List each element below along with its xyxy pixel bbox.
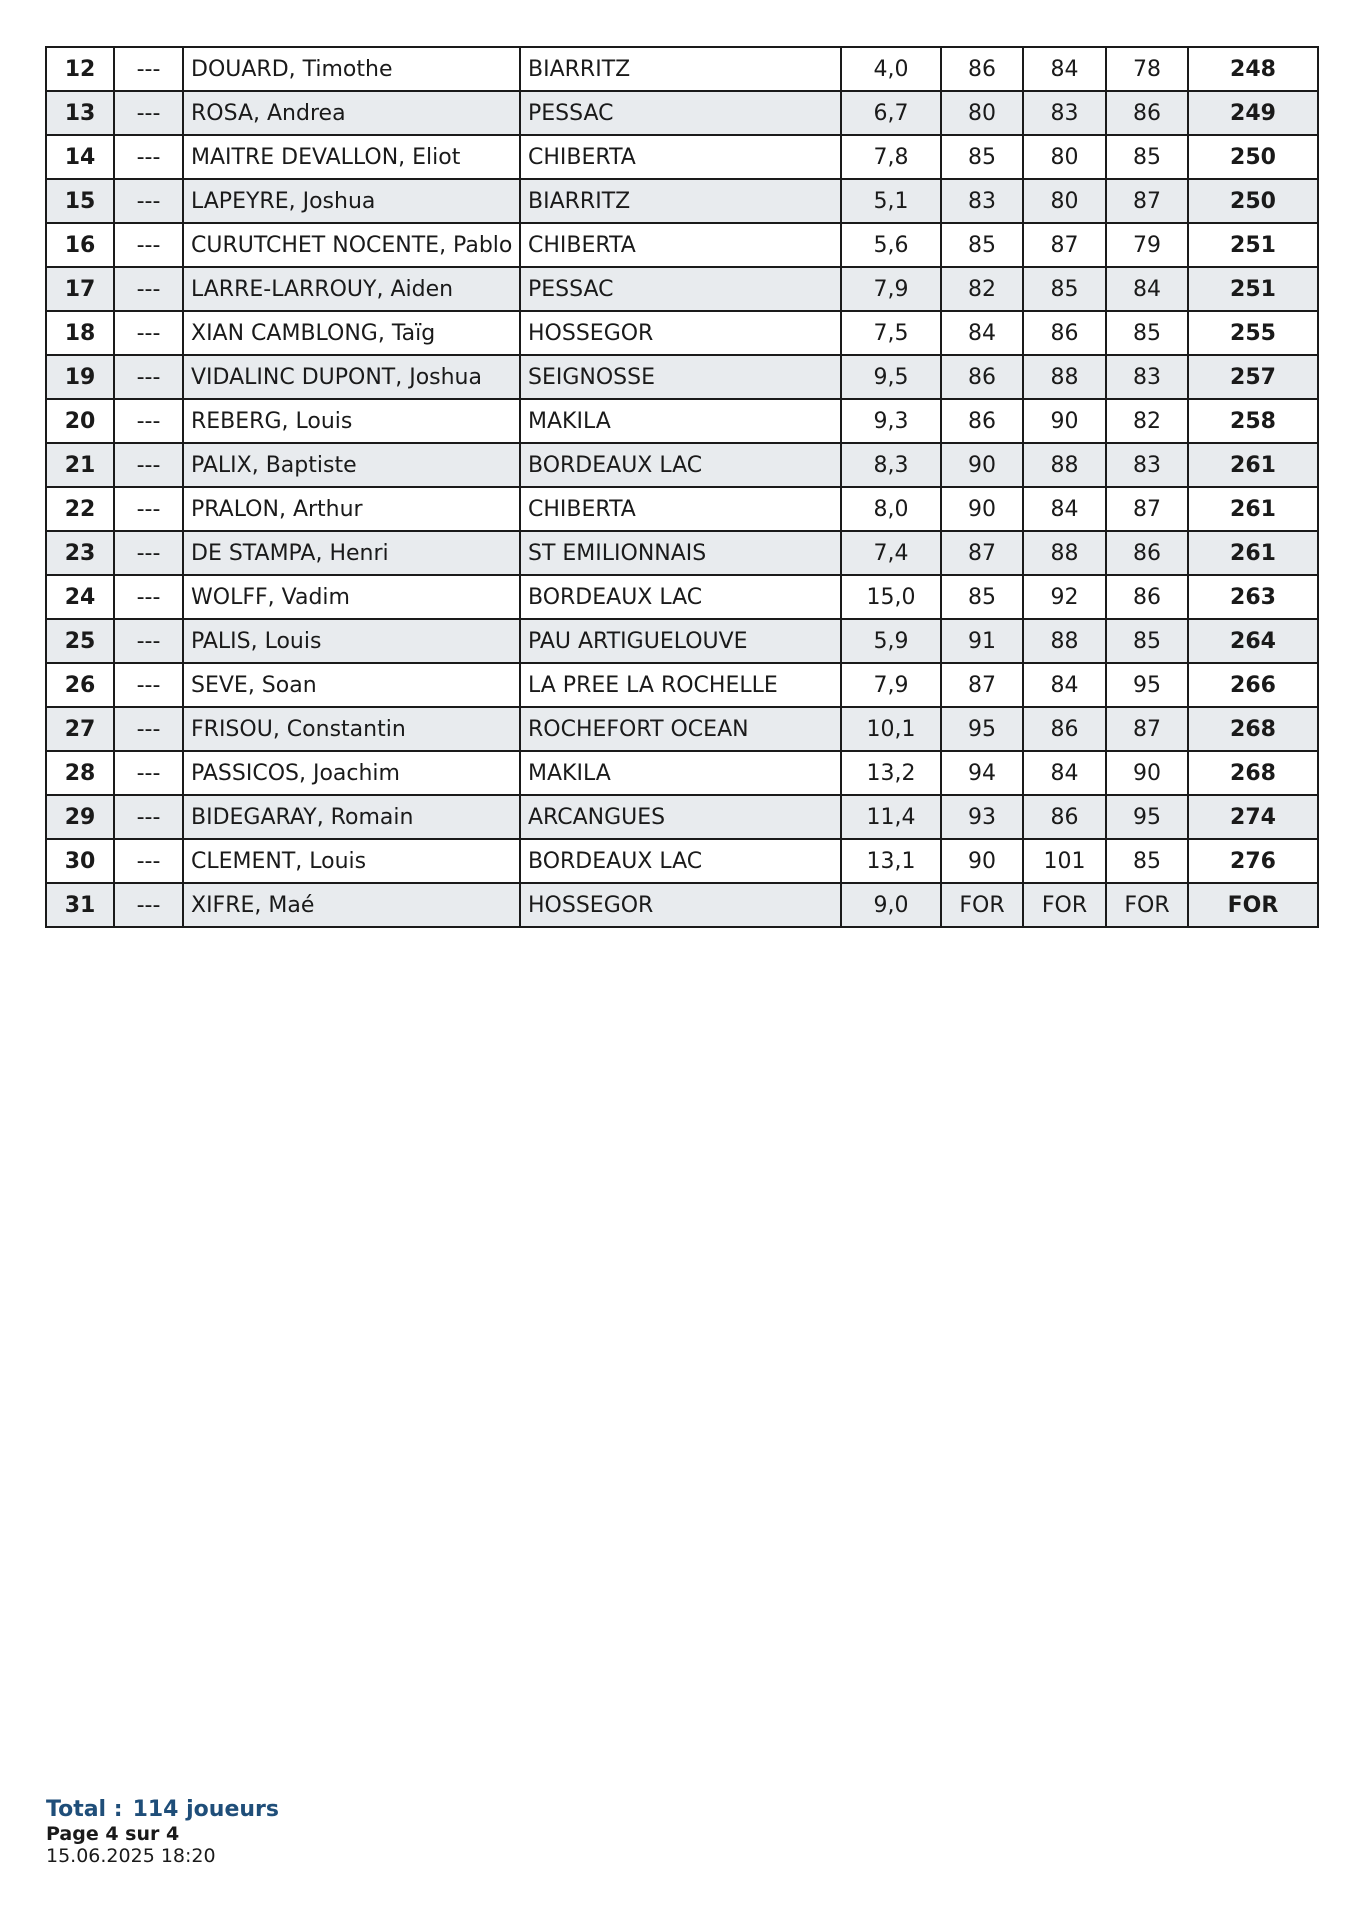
club-cell: ST EMILIONNAIS [520, 531, 841, 575]
rank-cell: 23 [46, 531, 114, 575]
total-value: 114 joueurs [132, 1797, 279, 1822]
table-row [46, 267, 1318, 311]
club-cell: BORDEAUX LAC [520, 443, 841, 487]
round2-score-cell: 88 [1023, 531, 1106, 575]
player-name-cell: DOUARD, Timothe [183, 47, 520, 91]
round3-score-cell: 85 [1106, 839, 1188, 883]
round1-score-cell: 86 [941, 399, 1023, 443]
round2-score-cell: 84 [1023, 47, 1106, 91]
round1-score-cell: 90 [941, 487, 1023, 531]
round2-score-cell: 80 [1023, 179, 1106, 223]
round2-score-cell: 84 [1023, 663, 1106, 707]
rank-cell: 21 [46, 443, 114, 487]
club-cell: BIARRITZ [520, 179, 841, 223]
flag-cell: --- [114, 619, 183, 663]
player-name-cell: CURUTCHET NOCENTE, Pablo [183, 223, 520, 267]
total-score-cell: 276 [1188, 839, 1318, 883]
flag-cell: --- [114, 663, 183, 707]
player-name-cell: WOLFF, Vadim [183, 575, 520, 619]
round2-score-cell: 84 [1023, 487, 1106, 531]
player-name-cell: VIDALINC DUPONT, Joshua [183, 355, 520, 399]
flag-cell: --- [114, 135, 183, 179]
total-score-cell: 257 [1188, 355, 1318, 399]
round1-score-cell: 87 [941, 663, 1023, 707]
flag-cell: --- [114, 795, 183, 839]
index-cell: 7,9 [841, 663, 941, 707]
club-cell: BIARRITZ [520, 47, 841, 91]
total-score-cell: 268 [1188, 707, 1318, 751]
round2-score-cell: 80 [1023, 135, 1106, 179]
total-score-cell: 268 [1188, 751, 1318, 795]
rank-cell: 16 [46, 223, 114, 267]
rank-cell: 28 [46, 751, 114, 795]
table-row [46, 795, 1318, 839]
round1-score-cell: 95 [941, 707, 1023, 751]
round3-score-cell: 95 [1106, 663, 1188, 707]
club-cell: CHIBERTA [520, 223, 841, 267]
total-score-cell: 261 [1188, 531, 1318, 575]
index-cell: 11,4 [841, 795, 941, 839]
club-cell: BORDEAUX LAC [520, 839, 841, 883]
club-cell: ARCANGUES [520, 795, 841, 839]
round2-score-cell: 86 [1023, 707, 1106, 751]
total-score-cell: 274 [1188, 795, 1318, 839]
round3-score-cell: 87 [1106, 487, 1188, 531]
table-row [46, 839, 1318, 883]
round3-score-cell: 86 [1106, 91, 1188, 135]
print-date: 15.06.2025 18:20 [46, 1845, 216, 1867]
footer [46, 1797, 279, 1867]
round2-score-cell: FOR [1023, 883, 1106, 927]
player-name-cell: PALIS, Louis [183, 619, 520, 663]
total-score-cell: 264 [1188, 619, 1318, 663]
round1-score-cell: 90 [941, 839, 1023, 883]
total-score-cell: 251 [1188, 223, 1318, 267]
round1-score-cell: 91 [941, 619, 1023, 663]
total-score-cell: 263 [1188, 575, 1318, 619]
flag-cell: --- [114, 399, 183, 443]
index-cell: 6,7 [841, 91, 941, 135]
club-cell: SEIGNOSSE [520, 355, 841, 399]
round3-score-cell: 78 [1106, 47, 1188, 91]
table-row [46, 311, 1318, 355]
flag-cell: --- [114, 751, 183, 795]
rank-cell: 25 [46, 619, 114, 663]
round3-score-cell: 87 [1106, 179, 1188, 223]
player-name-cell: DE STAMPA, Henri [183, 531, 520, 575]
round1-score-cell: 85 [941, 575, 1023, 619]
flag-cell: --- [114, 487, 183, 531]
club-cell: MAKILA [520, 399, 841, 443]
round2-score-cell: 92 [1023, 575, 1106, 619]
table-row [46, 531, 1318, 575]
rank-cell: 18 [46, 311, 114, 355]
player-name-cell: XIAN CAMBLONG, Taïg [183, 311, 520, 355]
results-table [45, 46, 1319, 928]
total-score-cell: 249 [1188, 91, 1318, 135]
round1-score-cell: 83 [941, 179, 1023, 223]
club-cell: LA PREE LA ROCHELLE [520, 663, 841, 707]
player-name-cell: PRALON, Arthur [183, 487, 520, 531]
rank-cell: 17 [46, 267, 114, 311]
round3-score-cell: FOR [1106, 883, 1188, 927]
round1-score-cell: 94 [941, 751, 1023, 795]
player-name-cell: ROSA, Andrea [183, 91, 520, 135]
table-row [46, 179, 1318, 223]
round1-score-cell: 85 [941, 135, 1023, 179]
table-row [46, 663, 1318, 707]
total-score-cell: 258 [1188, 399, 1318, 443]
total-score-cell: FOR [1188, 883, 1318, 927]
table-row [46, 575, 1318, 619]
round3-score-cell: 79 [1106, 223, 1188, 267]
club-cell: MAKILA [520, 751, 841, 795]
table-row [46, 399, 1318, 443]
rank-cell: 31 [46, 883, 114, 927]
flag-cell: --- [114, 839, 183, 883]
player-name-cell: CLEMENT, Louis [183, 839, 520, 883]
club-cell: PESSAC [520, 267, 841, 311]
total-label: Total : [46, 1797, 123, 1822]
player-name-cell: BIDEGARAY, Romain [183, 795, 520, 839]
round1-score-cell: 93 [941, 795, 1023, 839]
flag-cell: --- [114, 179, 183, 223]
round2-score-cell: 88 [1023, 443, 1106, 487]
index-cell: 9,0 [841, 883, 941, 927]
round3-score-cell: 87 [1106, 707, 1188, 751]
round1-score-cell: 85 [941, 223, 1023, 267]
round1-score-cell: 87 [941, 531, 1023, 575]
table-row [46, 487, 1318, 531]
total-score-cell: 266 [1188, 663, 1318, 707]
table-row [46, 91, 1318, 135]
total-score-cell: 255 [1188, 311, 1318, 355]
index-cell: 8,3 [841, 443, 941, 487]
round2-score-cell: 87 [1023, 223, 1106, 267]
player-name-cell: FRISOU, Constantin [183, 707, 520, 751]
page-number: Page 4 sur 4 [46, 1823, 180, 1845]
table-row [46, 223, 1318, 267]
total-score-cell: 250 [1188, 135, 1318, 179]
player-name-cell: SEVE, Soan [183, 663, 520, 707]
club-cell: PESSAC [520, 91, 841, 135]
index-cell: 5,1 [841, 179, 941, 223]
round2-score-cell: 86 [1023, 311, 1106, 355]
round3-score-cell: 85 [1106, 619, 1188, 663]
round3-score-cell: 84 [1106, 267, 1188, 311]
index-cell: 7,9 [841, 267, 941, 311]
round2-score-cell: 90 [1023, 399, 1106, 443]
index-cell: 15,0 [841, 575, 941, 619]
flag-cell: --- [114, 707, 183, 751]
table-row [46, 619, 1318, 663]
index-cell: 5,6 [841, 223, 941, 267]
round3-score-cell: 82 [1106, 399, 1188, 443]
rank-cell: 24 [46, 575, 114, 619]
flag-cell: --- [114, 443, 183, 487]
total-score-cell: 261 [1188, 443, 1318, 487]
index-cell: 7,4 [841, 531, 941, 575]
total-players [46, 1797, 279, 1823]
table-row [46, 883, 1318, 927]
rank-cell: 29 [46, 795, 114, 839]
index-cell: 10,1 [841, 707, 941, 751]
club-cell: PAU ARTIGUELOUVE [520, 619, 841, 663]
rank-cell: 19 [46, 355, 114, 399]
round1-score-cell: 86 [941, 47, 1023, 91]
round3-score-cell: 83 [1106, 443, 1188, 487]
flag-cell: --- [114, 531, 183, 575]
total-score-cell: 261 [1188, 487, 1318, 531]
rank-cell: 26 [46, 663, 114, 707]
club-cell: CHIBERTA [520, 135, 841, 179]
flag-cell: --- [114, 91, 183, 135]
player-name-cell: MAITRE DEVALLON, Eliot [183, 135, 520, 179]
total-score-cell: 250 [1188, 179, 1318, 223]
index-cell: 8,0 [841, 487, 941, 531]
round1-score-cell: 84 [941, 311, 1023, 355]
table-row [46, 707, 1318, 751]
round2-score-cell: 85 [1023, 267, 1106, 311]
round2-score-cell: 86 [1023, 795, 1106, 839]
flag-cell: --- [114, 355, 183, 399]
flag-cell: --- [114, 47, 183, 91]
index-cell: 5,9 [841, 619, 941, 663]
round3-score-cell: 85 [1106, 311, 1188, 355]
rank-cell: 20 [46, 399, 114, 443]
round3-score-cell: 85 [1106, 135, 1188, 179]
rank-cell: 14 [46, 135, 114, 179]
club-cell: ROCHEFORT OCEAN [520, 707, 841, 751]
round1-score-cell: 80 [941, 91, 1023, 135]
flag-cell: --- [114, 223, 183, 267]
table-row [46, 47, 1318, 91]
index-cell: 9,3 [841, 399, 941, 443]
index-cell: 13,1 [841, 839, 941, 883]
round3-score-cell: 86 [1106, 531, 1188, 575]
round1-score-cell: FOR [941, 883, 1023, 927]
club-cell: BORDEAUX LAC [520, 575, 841, 619]
index-cell: 9,5 [841, 355, 941, 399]
total-score-cell: 251 [1188, 267, 1318, 311]
round3-score-cell: 86 [1106, 575, 1188, 619]
round3-score-cell: 83 [1106, 355, 1188, 399]
flag-cell: --- [114, 575, 183, 619]
table-row [46, 751, 1318, 795]
total-score-cell: 248 [1188, 47, 1318, 91]
club-cell: HOSSEGOR [520, 311, 841, 355]
round2-score-cell: 83 [1023, 91, 1106, 135]
results-body [46, 47, 1318, 927]
round3-score-cell: 95 [1106, 795, 1188, 839]
rank-cell: 22 [46, 487, 114, 531]
club-cell: HOSSEGOR [520, 883, 841, 927]
round2-score-cell: 88 [1023, 355, 1106, 399]
rank-cell: 13 [46, 91, 114, 135]
round2-score-cell: 84 [1023, 751, 1106, 795]
index-cell: 4,0 [841, 47, 941, 91]
index-cell: 13,2 [841, 751, 941, 795]
index-cell: 7,8 [841, 135, 941, 179]
player-name-cell: PALIX, Baptiste [183, 443, 520, 487]
index-cell: 7,5 [841, 311, 941, 355]
round3-score-cell: 90 [1106, 751, 1188, 795]
player-name-cell: LARRE-LARROUY, Aiden [183, 267, 520, 311]
player-name-cell: PASSICOS, Joachim [183, 751, 520, 795]
round1-score-cell: 82 [941, 267, 1023, 311]
rank-cell: 15 [46, 179, 114, 223]
rank-cell: 27 [46, 707, 114, 751]
flag-cell: --- [114, 267, 183, 311]
round2-score-cell: 101 [1023, 839, 1106, 883]
table-row [46, 355, 1318, 399]
round2-score-cell: 88 [1023, 619, 1106, 663]
round1-score-cell: 90 [941, 443, 1023, 487]
club-cell: CHIBERTA [520, 487, 841, 531]
player-name-cell: REBERG, Louis [183, 399, 520, 443]
rank-cell: 12 [46, 47, 114, 91]
flag-cell: --- [114, 311, 183, 355]
round1-score-cell: 86 [941, 355, 1023, 399]
table-row [46, 135, 1318, 179]
player-name-cell: LAPEYRE, Joshua [183, 179, 520, 223]
rank-cell: 30 [46, 839, 114, 883]
flag-cell: --- [114, 883, 183, 927]
player-name-cell: XIFRE, Maé [183, 883, 520, 927]
table-row [46, 443, 1318, 487]
